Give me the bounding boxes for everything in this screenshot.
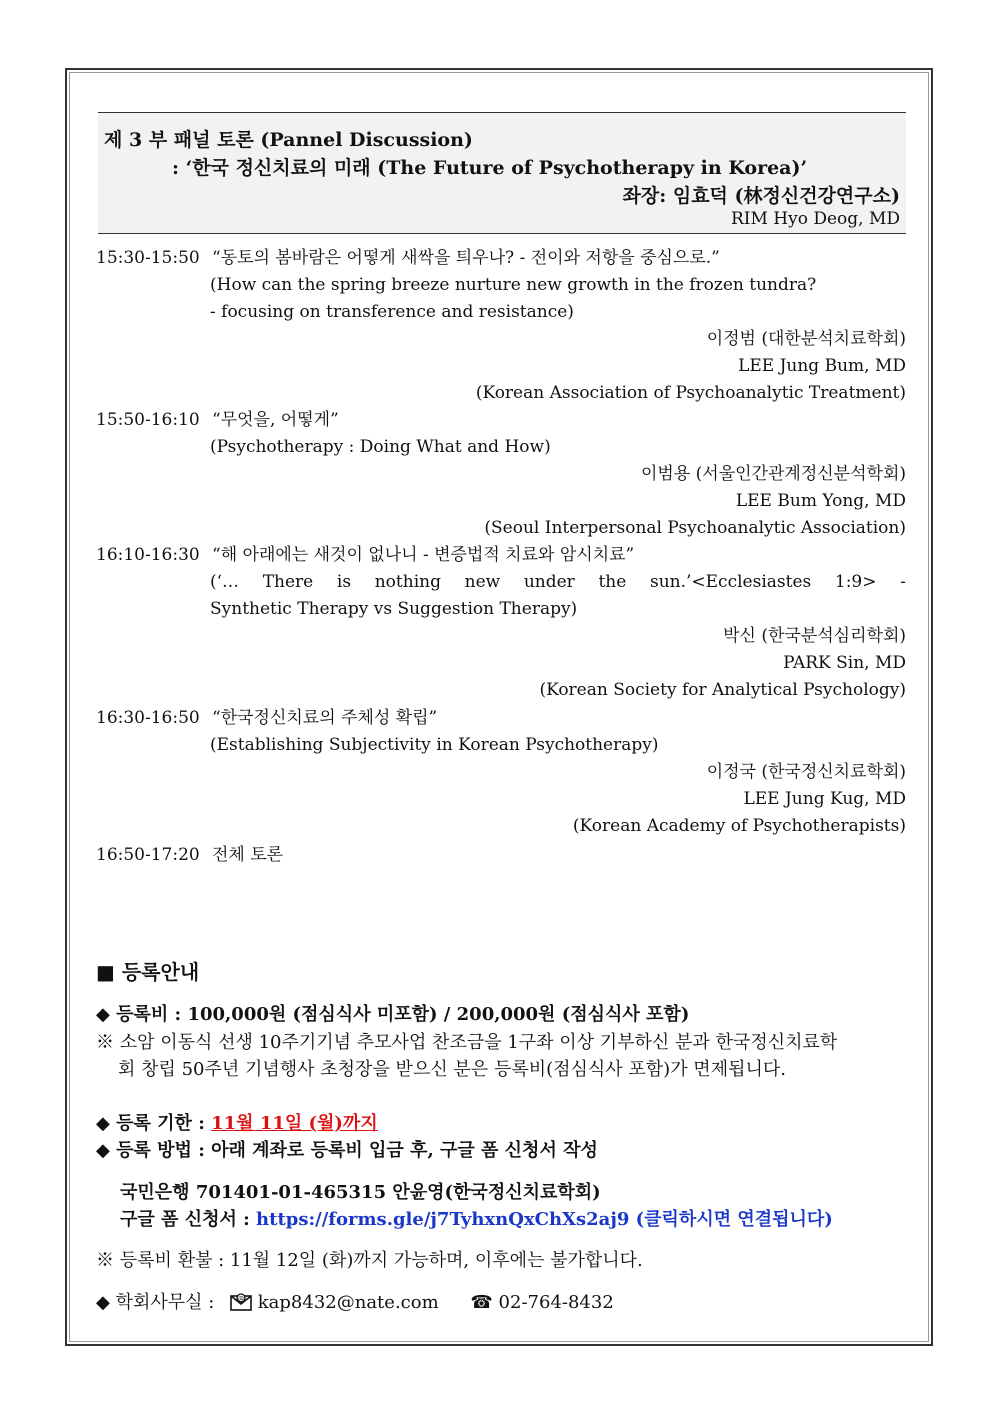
session-title-en-cont: - focusing on transference and resistance) bbox=[210, 302, 574, 322]
form-label: 구글 폼 신청서 : bbox=[120, 1209, 257, 1230]
registration-method: ◆ 등록 방법 : 아래 계좌로 등록비 입금 후, 구글 폼 신청서 작성 bbox=[96, 1140, 598, 1161]
session-time: 15:50-16:10 bbox=[96, 410, 200, 430]
session-time: 16:10-16:30 bbox=[96, 545, 200, 565]
deadline-label: ◆ 등록 기한 : bbox=[96, 1113, 212, 1134]
title-word: nothing bbox=[374, 572, 441, 592]
speaker-org: (Korean Association of Psychoanalytic Treatment) bbox=[475, 383, 906, 403]
session-time: 16:50-17:20 bbox=[96, 845, 200, 865]
title-word: 1:9> bbox=[834, 572, 877, 592]
speaker-en: LEE Jung Kug, MD bbox=[743, 789, 906, 809]
speaker-ko: 박신 (한국분석심리학회) bbox=[723, 626, 906, 646]
chair-name: 좌장: 임효덕 (林정신건강연구소) bbox=[622, 185, 900, 207]
session-title-en-cont: Synthetic Therapy vs Suggestion Therapy) bbox=[210, 599, 578, 619]
speaker-org: (Seoul Interpersonal Psychoanalytic Association) bbox=[484, 518, 906, 538]
speaker-ko: 이범용 (서울인간관계정신분석학회) bbox=[641, 464, 906, 484]
speaker-en: LEE Bum Yong, MD bbox=[735, 491, 906, 511]
panel-theme: : ‘한국 정신치료의 미래 (The Future of Psychotherapy in Korea)’ bbox=[172, 157, 808, 179]
office-label: ◆ 학회사무실 : bbox=[96, 1292, 215, 1313]
session-title-en: (How can the spring breeze nurture new growth in the frozen tundra? bbox=[210, 275, 817, 295]
title-word: sun.’<Ecclesiastes bbox=[649, 572, 812, 592]
envelope-icon bbox=[230, 1291, 252, 1316]
session-title-en: (Psychotherapy : Doing What and How) bbox=[210, 437, 551, 457]
title-word: the bbox=[598, 572, 627, 592]
session-time: 15:30-15:50 bbox=[96, 248, 200, 268]
exemption-note: ※ 소암 이동식 선생 10주기기념 추모사업 찬조금을 1구좌 이상 기부하신 분과 한국정신치료학 bbox=[96, 1032, 838, 1053]
office-contact bbox=[96, 1288, 614, 1316]
title-word: There bbox=[262, 572, 314, 592]
part-title: 제 3 부 패널 토론 (Pannel Discussion) bbox=[104, 129, 473, 151]
session-title-ko: “동토의 봄바람은 어떻게 새싹을 틔우나? - 전이와 저항을 중심으로.” bbox=[212, 248, 720, 268]
title-word: - bbox=[900, 572, 906, 592]
office-phone: 02-764-8432 bbox=[498, 1292, 614, 1313]
registration-deadline bbox=[96, 1109, 378, 1135]
session-title-ko: “무엇을, 어떻게” bbox=[212, 410, 339, 430]
title-word: is bbox=[336, 572, 352, 592]
session-title-ko: 전체 토론 bbox=[212, 845, 284, 865]
office-email[interactable]: kap8432@nate.com bbox=[257, 1292, 439, 1313]
exemption-note-cont: 회 창립 50주년 기념행사 초청장을 받으신 분은 등록비(점심식사 포함)가 면제됩니다. bbox=[118, 1059, 786, 1080]
speaker-org: (Korean Society for Analytical Psychology) bbox=[539, 680, 906, 700]
speaker-ko: 이정범 (대한분석치료학회) bbox=[706, 329, 906, 349]
chair-english: RIM Hyo Deog, MD bbox=[730, 209, 900, 229]
session-title-en bbox=[210, 572, 906, 592]
svg-text:@: @ bbox=[238, 1295, 245, 1303]
session-title-en: (Establishing Subjectivity in Korean Psychotherapy) bbox=[210, 735, 659, 755]
title-word: new bbox=[464, 572, 501, 592]
session-title-ko: “한국정신치료의 주체성 확립” bbox=[212, 708, 438, 728]
registration-heading: ■ 등록안내 bbox=[96, 960, 200, 984]
panel-header bbox=[98, 112, 906, 234]
title-word: under bbox=[523, 572, 575, 592]
title-word: (‘… bbox=[210, 572, 240, 592]
bank-account: 국민은행 701401-01-465315 안윤영(한국정신치료학회) bbox=[120, 1182, 601, 1203]
session-title-ko: “해 아래에는 새것이 없나니 - 변증법적 치료와 암시치료” bbox=[212, 545, 635, 565]
google-form bbox=[120, 1205, 833, 1231]
deadline-value: 11월 11일 (월)까지 bbox=[211, 1113, 378, 1134]
telephone-icon: ☎ bbox=[470, 1292, 493, 1313]
form-link[interactable]: https://forms.gle/j7TyhxnQxChXs2aj9 (클릭하시면 연결됩니다) bbox=[256, 1209, 833, 1230]
speaker-en: PARK Sin, MD bbox=[783, 653, 906, 673]
speaker-en: LEE Jung Bum, MD bbox=[738, 356, 906, 376]
session-time: 16:30-16:50 bbox=[96, 708, 200, 728]
refund-note: ※ 등록비 환불 : 11월 12일 (화)까지 가능하며, 이후에는 불가합니다. bbox=[96, 1250, 643, 1271]
registration-fee: ◆ 등록비 : 100,000원 (점심식사 미포함) / 200,000원 (점심식사 포함) bbox=[96, 1004, 690, 1025]
speaker-org: (Korean Academy of Psychotherapists) bbox=[572, 816, 906, 836]
speaker-ko: 이정국 (한국정신치료학회) bbox=[706, 762, 906, 782]
